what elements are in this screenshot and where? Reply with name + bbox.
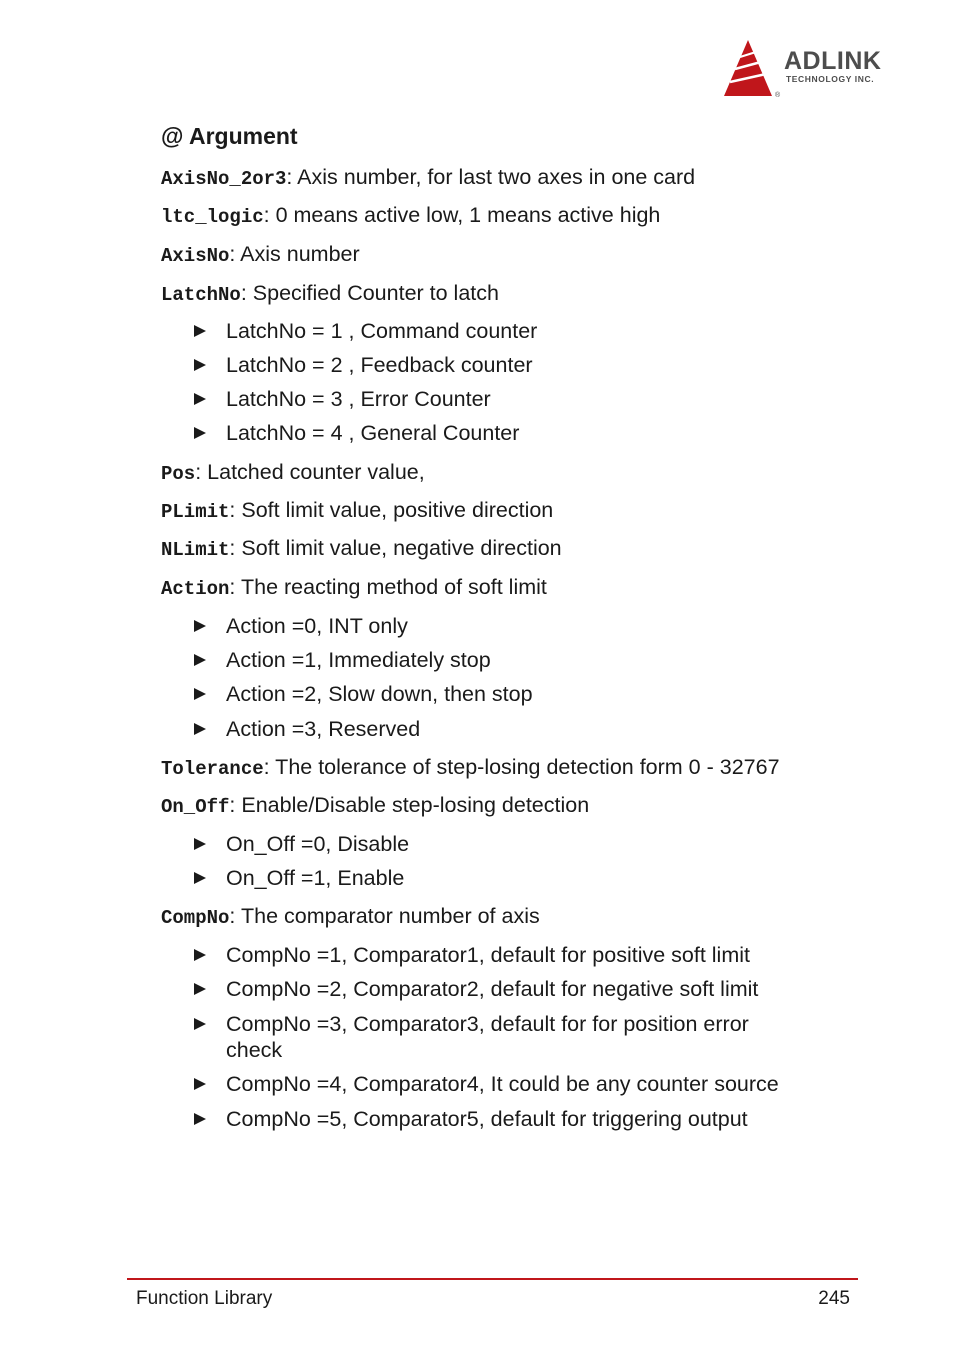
adlink-triangle-icon [722, 38, 784, 100]
bullet-triangle-icon [194, 1018, 206, 1030]
page-number: 245 [818, 1288, 850, 1309]
arg-desc: : The tolerance of step-losing detection form 0 - 32767 [263, 755, 780, 779]
bullet-triangle-icon [194, 620, 206, 632]
arg-desc: : Specified Counter to latch [240, 281, 499, 305]
adlink-logo [722, 38, 912, 100]
arg-plimit [161, 497, 553, 525]
list-item: On_Off =0, Disable [194, 831, 804, 857]
list-item: CompNo =2, Comparator2, default for negative soft limit [194, 976, 804, 1002]
list-item: Action =2, Slow down, then stop [194, 681, 804, 707]
list-item: Action =3, Reserved [194, 716, 804, 742]
bullet-triangle-icon [194, 688, 206, 700]
arg-desc: : Enable/Disable step-losing detection [229, 793, 590, 817]
footer-rule [127, 1278, 858, 1280]
arg-pos [161, 459, 425, 487]
arg-name: PLimit [161, 501, 230, 523]
bullet-triangle-icon [194, 393, 206, 405]
bullet-triangle-icon [194, 325, 206, 337]
list-item: LatchNo = 1 , Command counter [194, 318, 804, 344]
registered-mark: ® [775, 92, 781, 99]
brand-name: ADLINK [784, 47, 882, 75]
arg-name: LatchNo [161, 284, 241, 306]
arg-name: Tolerance [161, 758, 264, 780]
arg-desc: : Latched counter value, [195, 460, 425, 484]
arg-name: AxisNo_2or3 [161, 168, 287, 190]
list-item: LatchNo = 4 , General Counter [194, 420, 804, 446]
bullet-triangle-icon [194, 359, 206, 371]
arg-desc: : 0 means active low, 1 means active high [263, 203, 661, 227]
list-item: CompNo =3, Comparator3, default for for position error check [194, 1011, 774, 1063]
list-item: Action =0, INT only [194, 613, 804, 639]
arg-name: NLimit [161, 539, 230, 561]
footer-section-title: Function Library [136, 1288, 273, 1309]
list-item: CompNo =5, Comparator5, default for triggering output [194, 1106, 804, 1132]
arg-tolerance [161, 754, 780, 782]
arg-name: On_Off [161, 796, 230, 818]
list-item: LatchNo = 2 , Feedback counter [194, 352, 804, 378]
arg-axisno [161, 241, 360, 269]
bullet-triangle-icon [194, 723, 206, 735]
arg-desc: : Soft limit value, negative direction [229, 536, 562, 560]
list-item: CompNo =4, Comparator4, It could be any counter source [194, 1071, 804, 1097]
arg-desc: : The reacting method of soft limit [229, 575, 547, 599]
bullet-triangle-icon [194, 983, 206, 995]
bullet-triangle-icon [194, 654, 206, 666]
bullet-triangle-icon [194, 1113, 206, 1125]
arg-compno [161, 903, 540, 931]
list-item: CompNo =1, Comparator1, default for positive soft limit [194, 942, 804, 968]
arg-ltc-logic [161, 202, 660, 230]
bullet-triangle-icon [194, 872, 206, 884]
brand-tagline: TECHNOLOGY INC. [786, 74, 875, 84]
bullet-triangle-icon [194, 838, 206, 850]
list-item: Action =1, Immediately stop [194, 647, 804, 673]
arg-name: AxisNo [161, 245, 230, 267]
arg-on-off [161, 792, 589, 820]
arg-name: ltc_logic [161, 206, 264, 228]
arg-name: Action [161, 578, 230, 600]
arg-axisno-2or3 [161, 164, 695, 192]
list-item: On_Off =1, Enable [194, 865, 804, 891]
arg-desc: : Soft limit value, positive direction [229, 498, 554, 522]
arg-action [161, 574, 547, 602]
bullet-triangle-icon [194, 1078, 206, 1090]
arg-desc: : The comparator number of axis [229, 904, 540, 928]
list-item: LatchNo = 3 , Error Counter [194, 386, 804, 412]
arg-desc: : Axis number [229, 242, 360, 266]
arg-latchno [161, 280, 499, 308]
arg-name: Pos [161, 463, 196, 485]
bullet-triangle-icon [194, 949, 206, 961]
section-heading: @ Argument [161, 123, 298, 149]
arg-nlimit [161, 535, 562, 563]
arg-name: CompNo [161, 907, 230, 929]
arg-desc: : Axis number, for last two axes in one card [286, 165, 696, 189]
bullet-triangle-icon [194, 427, 206, 439]
